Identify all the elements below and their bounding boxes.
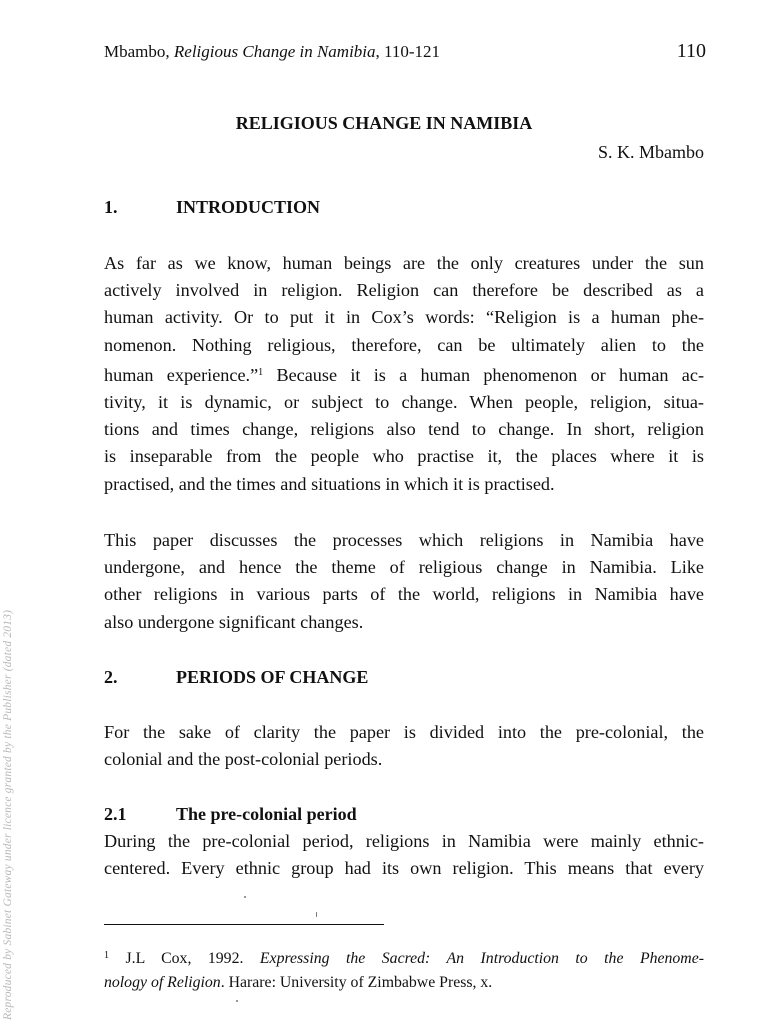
- footnote-text: . Harare: University of Zimbabwe Press, x.: [220, 974, 493, 991]
- section-heading-periods: [104, 667, 368, 688]
- footnote-book-title: nology of Religion: [104, 974, 221, 991]
- running-head-pages: , 110-121: [375, 42, 441, 61]
- subsection-title: The pre-colonial period: [176, 804, 357, 824]
- text-line: During the pre-colonial period, religions in Namibia were mainly ethnic-: [104, 831, 704, 851]
- article-title: RELIGIOUS CHANGE IN NAMIBIA: [235, 113, 533, 133]
- running-head-author: Mbambo,: [104, 42, 174, 61]
- text-line: For the sake of clarity the paper is divided into the pre-colonial, the: [104, 722, 704, 742]
- text-line: [104, 359, 704, 389]
- page-number: 110: [676, 40, 706, 62]
- text-line: tivity, it is dynamic, or subject to change. When people, religion, situa-: [104, 392, 704, 413]
- scan-speck: [236, 1000, 238, 1002]
- paragraph-introduction: [104, 250, 704, 498]
- text-line: human activity. Or to put it in Cox’s words: “Religion is a human phe-: [104, 307, 704, 328]
- text-line: colonial and the post-colonial periods.: [104, 749, 383, 770]
- text-fragment: Because it is a human phenomenon or human ac-: [263, 364, 705, 385]
- section-number: 2.: [104, 667, 118, 687]
- footnote-book-title: Expressing the Sacred: An Introduction to the Phenome-: [259, 950, 704, 967]
- text-line: practised, and the times and situations in which it is practised.: [104, 473, 555, 494]
- section-title: INTRODUCTION: [176, 197, 321, 217]
- footnote-mark: 1: [104, 950, 109, 961]
- section-number: 1.: [104, 197, 118, 217]
- footnote-line: [104, 944, 704, 971]
- text-line: undergone, and hence the theme of religious change in Namibia. Like: [104, 557, 704, 578]
- footnote-separator: [104, 924, 384, 925]
- paragraph-clarity: [104, 719, 704, 773]
- footnote: [104, 944, 704, 995]
- text-line: other religions in various parts of the world, religions in Namibia have: [104, 584, 704, 605]
- section-heading-introduction: [104, 197, 320, 218]
- scan-speck: [244, 896, 246, 898]
- running-head: [104, 40, 706, 66]
- paragraph-paper-scope: [104, 527, 704, 636]
- text-line: is inseparable from the people who practise it, the places where it is: [104, 446, 704, 467]
- text-line: As far as we know, human beings are the only creatures under the sun: [104, 253, 704, 273]
- running-head-citation: [104, 42, 440, 62]
- section-title: PERIODS OF CHANGE: [176, 667, 369, 687]
- scan-speck: [316, 912, 317, 917]
- text-line: actively involved in religion. Religion can therefore be described as a: [104, 280, 704, 301]
- text-line: also undergone significant changes.: [104, 611, 364, 632]
- footnote-text: J.L Cox, 1992.: [109, 950, 260, 967]
- article-author: S. K. Mbambo: [597, 142, 704, 162]
- text-line: tions and times change, religions also tend to change. In short, religion: [104, 419, 704, 440]
- text-line: nomenon. Nothing religious, therefore, can be ultimately alien to the: [104, 334, 704, 355]
- paragraph-precolonial: [104, 828, 704, 882]
- running-head-title: Religious Change in Namibia: [173, 42, 376, 61]
- subsection-heading-precolonial: [104, 804, 357, 825]
- text-fragment: human experience.”: [104, 364, 259, 385]
- subsection-number: 2.1: [104, 804, 127, 824]
- copyright-side-notice: Reproduced by Sabinet Gateway under licence granted by the Publisher (dated 2013): [2, 609, 14, 1020]
- text-line: This paper discusses the processes which religions in Namibia have: [104, 530, 704, 550]
- footnote-reference: 1: [258, 366, 264, 378]
- footnote-line: [104, 971, 704, 995]
- text-line: centered. Every ethnic group had its own religion. This means that every: [104, 858, 704, 879]
